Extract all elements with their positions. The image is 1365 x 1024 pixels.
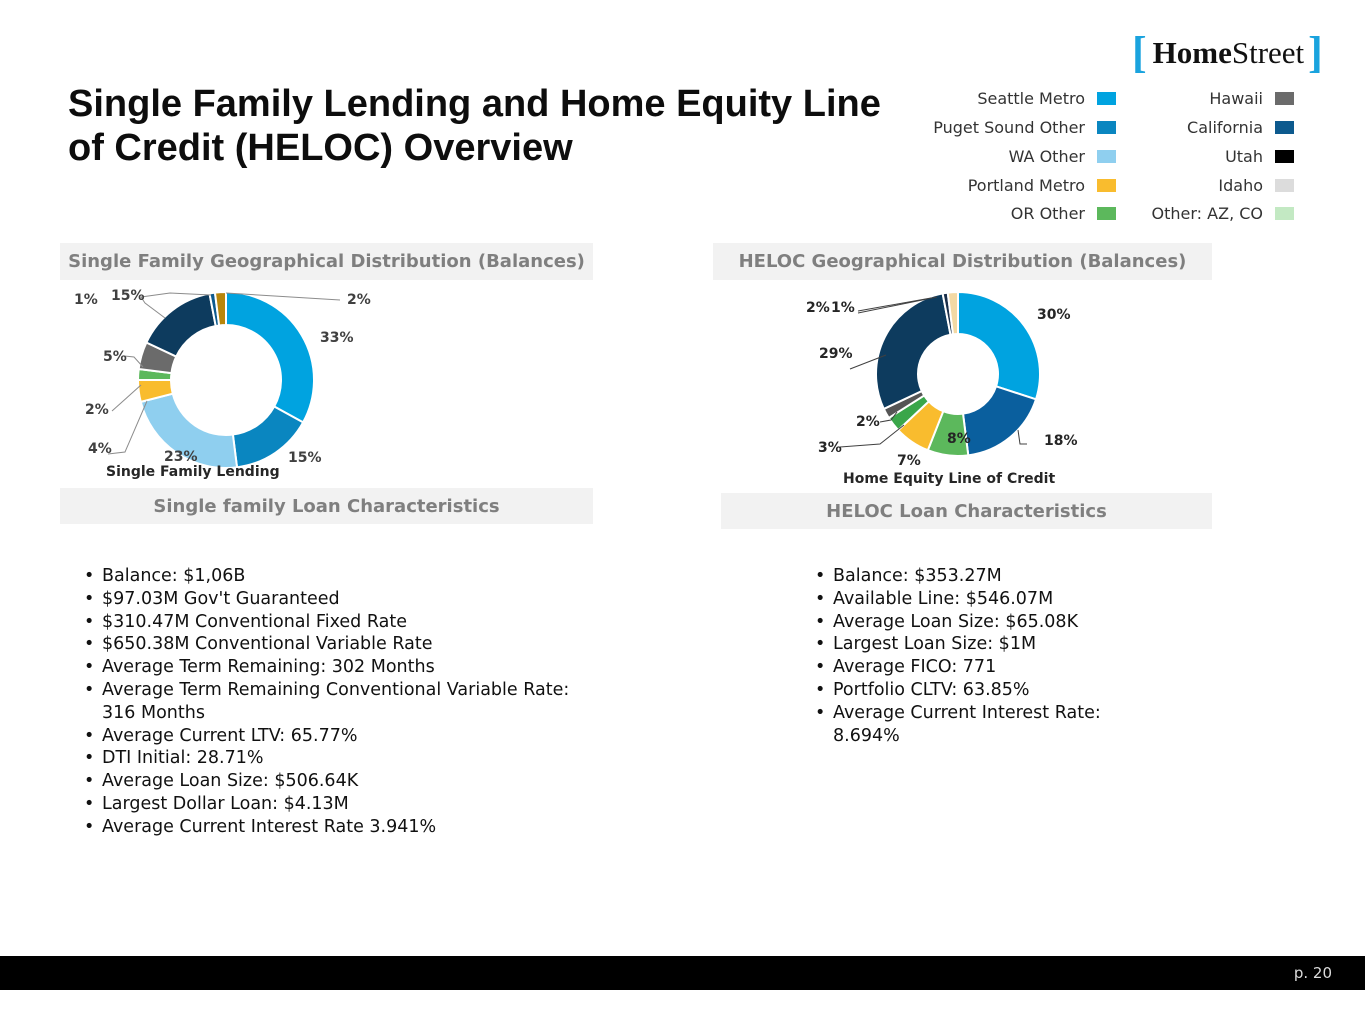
list-item: • Largest Dollar Loan: $4.13M bbox=[82, 793, 592, 816]
page-title: Single Family Lending and Home Equity Line of Credit (HELOC) Overview bbox=[68, 83, 881, 169]
sf-label-wa-other: 23% bbox=[164, 449, 198, 465]
legend-swatch bbox=[1097, 92, 1116, 105]
legend-swatch bbox=[1275, 92, 1294, 105]
legend-swatch bbox=[1097, 179, 1116, 192]
legend-label: Idaho bbox=[1218, 175, 1263, 195]
sf-characteristics-header: Single family Loan Characteristics bbox=[60, 488, 593, 524]
legend-label: WA Other bbox=[1008, 146, 1085, 166]
sf-slice-california bbox=[146, 294, 215, 357]
legend-item bbox=[1152, 202, 1294, 224]
sf-characteristics-list bbox=[82, 565, 592, 839]
legend-swatch bbox=[1275, 179, 1294, 192]
list-item: • Average Loan Size: $65.08K bbox=[813, 611, 1143, 634]
sf-donut-chart bbox=[60, 283, 593, 483]
heloc-slice-puget-sound-other bbox=[963, 386, 1036, 455]
heloc-label-puget-sound: 18% bbox=[1044, 433, 1078, 449]
legend-item bbox=[1011, 202, 1116, 224]
heloc-chart-caption: Home Equity Line of Credit bbox=[843, 471, 1056, 487]
legend-swatch bbox=[1275, 207, 1294, 220]
legend-label: Utah bbox=[1225, 146, 1263, 166]
list-item: • $650.38M Conventional Variable Rate bbox=[82, 633, 592, 656]
legend-label: Other: AZ, CO bbox=[1151, 203, 1263, 223]
legend-label: Seattle Metro bbox=[977, 88, 1085, 108]
legend-swatch bbox=[1097, 150, 1116, 163]
heloc-characteristics-list bbox=[813, 565, 1143, 747]
legend-label: OR Other bbox=[1010, 203, 1085, 223]
sf-label-utah: 1% bbox=[74, 292, 98, 308]
list-item: • Available Line: $546.07M bbox=[813, 588, 1143, 611]
legend-item bbox=[933, 116, 1116, 138]
sf-label-portland: 4% bbox=[88, 441, 112, 457]
heloc-label-idaho: 2% bbox=[806, 300, 830, 316]
list-item: • Balance: $353.27M bbox=[813, 565, 1143, 588]
sf-label-or-other: 2% bbox=[85, 402, 109, 418]
logo-left-bracket: [ bbox=[1132, 28, 1147, 77]
leader-line bbox=[112, 385, 141, 411]
heloc-distribution-header: HELOC Geographical Distribution (Balances) bbox=[713, 243, 1212, 280]
legend-item bbox=[1187, 116, 1294, 138]
legend-swatch bbox=[1097, 207, 1116, 220]
legend-label: Hawaii bbox=[1209, 88, 1263, 108]
list-item: • DTI Initial: 28.71% bbox=[82, 747, 592, 770]
sf-label-california: 15% bbox=[111, 288, 145, 304]
sf-label-hawaii: 5% bbox=[103, 349, 127, 365]
legend-label: Puget Sound Other bbox=[933, 117, 1085, 137]
heloc-label-wa-other: 3% bbox=[818, 440, 842, 456]
list-item: • Average Term Remaining Conventional Variable Rate: 316 Months bbox=[82, 679, 592, 725]
list-item: • Average FICO: 771 bbox=[813, 656, 1143, 679]
list-item: • Portfolio CLTV: 63.85% bbox=[813, 679, 1143, 702]
legend-label: Portland Metro bbox=[967, 175, 1085, 195]
leader-line bbox=[1018, 430, 1027, 444]
sf-label-seattle-metro: 33% bbox=[320, 330, 354, 346]
homestreet-logo bbox=[1132, 28, 1323, 77]
sf-distribution-header: Single Family Geographical Distribution (Balances) bbox=[60, 243, 593, 280]
legend-swatch bbox=[1275, 150, 1294, 163]
legend-item bbox=[1209, 87, 1294, 109]
logo-right-bracket: ] bbox=[1308, 28, 1323, 77]
list-item: • Average Term Remaining: 302 Months bbox=[82, 656, 592, 679]
list-item: • Average Loan Size: $506.64K bbox=[82, 770, 592, 793]
sf-chart-caption: Single Family Lending bbox=[106, 464, 280, 480]
heloc-characteristics-header: HELOC Loan Characteristics bbox=[721, 493, 1212, 529]
heloc-slice-seattle-metro bbox=[958, 292, 1040, 399]
heloc-slice-california bbox=[876, 293, 951, 408]
legend-item bbox=[977, 87, 1116, 109]
legend-item bbox=[1218, 174, 1294, 196]
heloc-label-portland: 7% bbox=[897, 453, 921, 469]
legend-swatch bbox=[1275, 121, 1294, 134]
heloc-donut-chart bbox=[713, 283, 1212, 488]
heloc-label-hawaii: 2% bbox=[856, 414, 880, 430]
list-item: • $310.47M Conventional Fixed Rate bbox=[82, 611, 592, 634]
page-number: p. 20 bbox=[1293, 964, 1332, 982]
list-item: • Average Current Interest Rate 3.941% bbox=[82, 816, 592, 839]
legend-swatch bbox=[1097, 121, 1116, 134]
sf-label-other: 2% bbox=[347, 292, 371, 308]
list-item: • Average Current Interest Rate: 8.694% bbox=[813, 702, 1143, 748]
heloc-label-or-other: 8% bbox=[947, 431, 971, 447]
leader-line bbox=[141, 297, 165, 318]
legend-item bbox=[1009, 145, 1116, 167]
heloc-label-california: 29% bbox=[819, 346, 853, 362]
list-item: • Largest Loan Size: $1M bbox=[813, 633, 1143, 656]
legend-item bbox=[1225, 145, 1294, 167]
legend-label: California bbox=[1187, 117, 1263, 137]
sf-slice-seattle-metro bbox=[226, 292, 314, 422]
list-item: • Average Current LTV: 65.77% bbox=[82, 725, 592, 748]
list-item: • Balance: $1,06B bbox=[82, 565, 592, 588]
heloc-label-seattle-metro: 30% bbox=[1037, 307, 1071, 323]
list-item: • $97.03M Gov't Guaranteed bbox=[82, 588, 592, 611]
footer-bar bbox=[0, 956, 1365, 990]
legend-item bbox=[968, 174, 1116, 196]
logo-street: Street bbox=[1231, 35, 1305, 70]
sf-label-puget-sound: 15% bbox=[288, 450, 322, 466]
heloc-label-utah: 1% bbox=[831, 300, 855, 316]
logo-home: Home bbox=[1152, 35, 1232, 70]
